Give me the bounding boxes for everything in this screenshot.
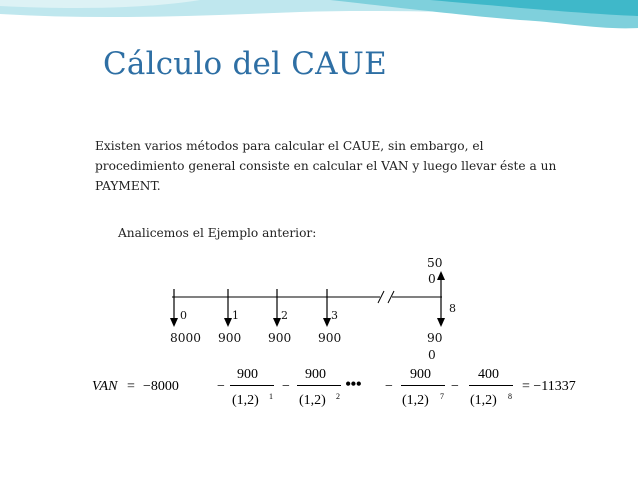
term4-fraction-bar — [469, 385, 513, 386]
period-label-8: 8 — [449, 302, 456, 315]
formula-minus: − — [385, 379, 393, 394]
term1-fraction-bar — [230, 385, 274, 386]
term3-denominator: (1,2) — [402, 393, 429, 408]
amount-label-8-line1: 90 — [427, 331, 443, 345]
example-subtitle: Analicemos el Ejemplo anterior: — [118, 226, 317, 240]
formula-result: = −11337 — [522, 379, 576, 394]
intro-text: Existen varios métodos para calcular el CAUE, sin embargo, el procedimiento general consiste en calcular el VAN y luego llevar éste a un PAYMENT. — [95, 139, 557, 193]
amount-label-2: 900 — [268, 331, 292, 345]
formula-minus: − — [451, 379, 459, 394]
term4-exponent: 8 — [508, 392, 512, 401]
period-label-0: 0 — [180, 309, 187, 322]
formula-first-term: −8000 — [143, 379, 179, 394]
period-label-2: 2 — [281, 309, 288, 322]
term3-numerator: 900 — [410, 367, 431, 382]
formula-minus: − — [217, 379, 225, 394]
term1-exponent: 1 — [269, 392, 273, 401]
formula-equals: = — [127, 379, 135, 394]
period-label-1: 1 — [232, 309, 239, 322]
amount-label-0: 8000 — [170, 331, 202, 345]
amount-label-8-line2: 0 — [428, 348, 436, 362]
slide-title: Cálculo del CAUE — [103, 46, 387, 82]
term4-numerator: 400 — [478, 367, 499, 382]
term2-fraction-bar — [297, 385, 341, 386]
amount-label-1: 900 — [218, 331, 242, 345]
period-label-3: 3 — [331, 309, 338, 322]
inflow-label-line2: 0 — [428, 272, 436, 286]
formula-lhs: VAN — [92, 379, 118, 394]
term1-denominator: (1,2) — [232, 393, 259, 408]
term2-denominator: (1,2) — [299, 393, 326, 408]
term2-numerator: 900 — [305, 367, 326, 382]
term3-exponent: 7 — [440, 392, 444, 401]
term4-denominator: (1,2) — [470, 393, 497, 408]
formula-ellipsis: ••• — [345, 374, 361, 394]
formula-minus: − — [282, 379, 290, 394]
term2-exponent: 2 — [336, 392, 340, 401]
term3-fraction-bar — [401, 385, 445, 386]
inflow-label-line1: 50 — [427, 256, 443, 270]
amount-label-3: 900 — [318, 331, 342, 345]
term1-numerator: 900 — [237, 367, 258, 382]
